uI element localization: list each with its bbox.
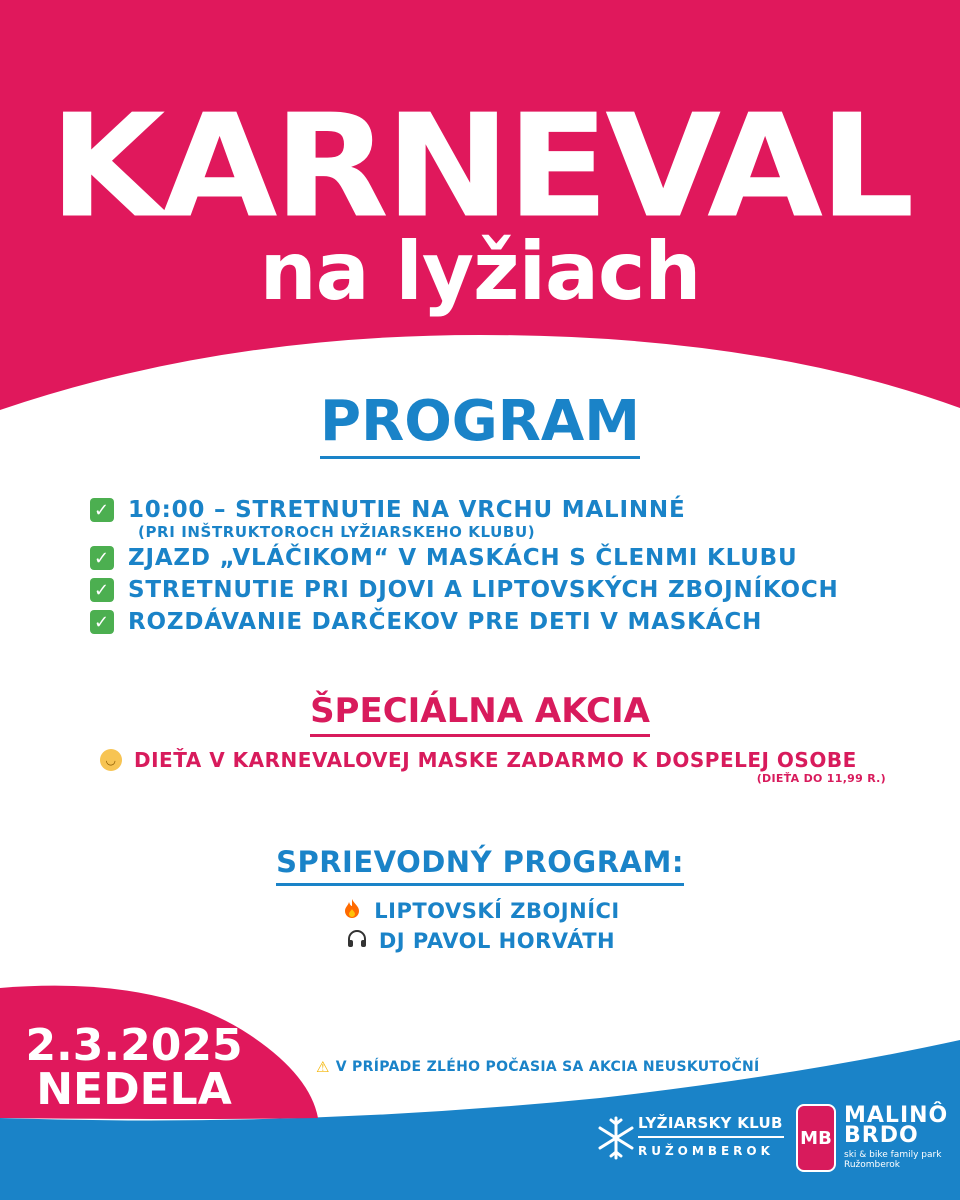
list-item (90, 574, 839, 606)
baby-face-icon: ◡ (100, 749, 122, 771)
companion-heading (0, 845, 960, 886)
event-date: 2.3.2025 (25, 1020, 243, 1071)
check-mark-icon: ✓ (90, 610, 114, 634)
event-date-block (0, 1020, 268, 1115)
special-offer (100, 748, 857, 772)
special-offer-text: DIEŤA V KARNEVALOVEJ MASKE ZADARMO K DOSPELEJ OSOBE (134, 748, 857, 772)
special-heading-text: ŠPECIÁLNA AKCIA (310, 694, 650, 737)
resort-tagline-line-1: ski & bike family park (844, 1150, 942, 1160)
warning-text: V PRÍPADE ZLÉHO POČASIA SA AKCIA NEUSKUTOČNÍ (335, 1059, 760, 1075)
ski-club-logo (598, 1108, 786, 1168)
program-item-text: ROZDÁVANIE DARČEKOV PRE DETI V MASKÁCH (128, 609, 763, 635)
program-heading-text: PROGRAM (320, 394, 640, 459)
resort-logo (796, 1103, 949, 1176)
list-item (0, 896, 960, 926)
resort-name (844, 1103, 949, 1148)
divider (638, 1136, 784, 1138)
club-name: LYŽIARSKY KLUB (638, 1114, 783, 1132)
companion-heading-text: SPRIEVODNÝ PROGRAM: (276, 848, 684, 886)
check-mark-icon: ✓ (90, 578, 114, 602)
check-mark-icon: ✓ (90, 498, 114, 522)
companion-list (0, 896, 960, 956)
resort-tagline (844, 1150, 941, 1170)
resort-badge: MB (796, 1104, 836, 1172)
list-item (90, 606, 839, 638)
program-item-text: 10:00 – STRETNUTIE NA VRCHU MALINNÉ (128, 497, 686, 523)
program-list (90, 494, 839, 638)
companion-item-text: DJ PAVOL HORVÁTH (378, 929, 616, 953)
headphones-icon (345, 929, 369, 953)
weather-warning (316, 1058, 760, 1076)
special-heading (0, 691, 960, 737)
event-subtitle: na lyžiach (259, 225, 701, 318)
club-city: RUŽOMBEROK (638, 1144, 774, 1158)
program-heading (0, 389, 960, 459)
companion-item-text: LIPTOVSKÍ ZBOJNÍCI (374, 899, 620, 923)
event-title: KARNEVAL (49, 84, 911, 250)
fire-icon (340, 899, 364, 924)
program-item-note: (PRI INŠTRUKTOROCH LYŽIARSKEHO KLUBU) (138, 523, 536, 541)
warning-icon: ⚠ (316, 1058, 330, 1076)
resort-name-line-1: MALINÔ (844, 1103, 949, 1128)
resort-tagline-line-2: Ružomberok (844, 1160, 901, 1170)
snowflake-icon (598, 1114, 634, 1162)
special-offer-note: (DIEŤA DO 11,99 R.) (756, 772, 886, 785)
resort-name-line-2: BRDO (844, 1123, 919, 1148)
program-item-text: ZJAZD „VLÁČIKOM“ V MASKÁCH S ČLENMI KLUBU (128, 545, 798, 571)
event-day: NEDELA (36, 1064, 232, 1115)
program-item-text: STRETNUTIE PRI DJOVI A LIPTOVSKÝCH ZBOJNÍKOCH (128, 577, 839, 603)
list-item (0, 926, 960, 956)
check-mark-icon: ✓ (90, 546, 114, 570)
list-item (90, 542, 839, 574)
